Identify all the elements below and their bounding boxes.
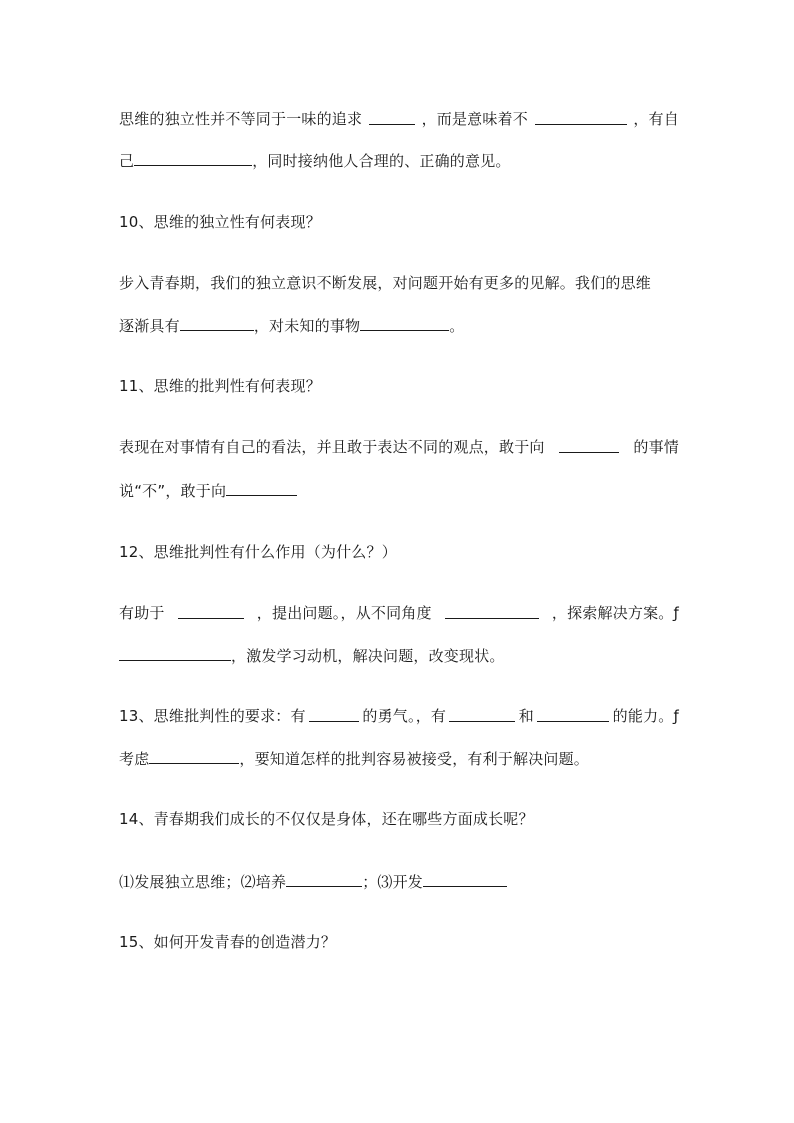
answer-blank[interactable] — [449, 706, 515, 722]
answer-blank[interactable] — [309, 706, 359, 722]
text-segment: ，探索解决方案。ƒ — [551, 604, 679, 622]
text-segment: ，激发学习动机，解决问题，改变现状。 — [231, 647, 505, 665]
answer-blank[interactable] — [537, 706, 609, 722]
question-11-title: 11、思维的批判性有何表现？ — [119, 377, 321, 395]
text-segment: ；⑶开发 — [362, 873, 424, 891]
text-segment: ，对未知的事物 — [253, 317, 361, 335]
answer-blank[interactable] — [445, 603, 539, 619]
text-segment: 的能力。ƒ — [612, 707, 679, 725]
text-segment: ，而是意味着不 — [421, 110, 528, 128]
question-14-title: 14、青春期我们成长的不仅仅是身体，还在哪些方面成长呢？ — [119, 810, 534, 828]
answer-blank[interactable] — [178, 603, 244, 619]
text-segment: ，提出问题。，从不同角度 — [256, 604, 432, 622]
question-15-title: 15、如何开发青春的创造潜力？ — [119, 933, 337, 951]
q12-answer-line-1 — [119, 603, 679, 623]
answer-blank[interactable] — [369, 109, 415, 125]
text-segment: 表现在对事情有自己的看法，并且敢于表达不同的观点，敢于向 — [119, 438, 545, 456]
answer-blank[interactable] — [180, 315, 254, 331]
q12-answer-line-2 — [119, 645, 679, 666]
text-segment: ，要知道怎样的批判容易被接受，有利于解决问题。 — [239, 750, 590, 768]
q10-answer-line-1: 步入青春期，我们的独立意识不断发展，对问题开始有更多的见解。我们的思维 — [119, 274, 652, 292]
question-12-title: 12、思维批判性有什么作用（为什么？） — [119, 543, 397, 561]
text-segment: 13、思维批判性的要求：有 — [119, 707, 306, 725]
answer-blank[interactable] — [226, 480, 297, 496]
answer-blank[interactable] — [286, 871, 362, 887]
independence-line-2 — [119, 150, 679, 171]
answer-blank[interactable] — [134, 150, 252, 166]
text-segment: 。 — [449, 317, 465, 335]
text-segment: 逐渐具有 — [119, 317, 180, 335]
q10-answer-line-2 — [119, 315, 679, 336]
question-10-title: 10、思维的独立性有何表现？ — [119, 213, 321, 231]
text-segment: ，有自 — [633, 110, 679, 128]
text-segment: 考虑 — [119, 750, 150, 768]
answer-blank[interactable] — [535, 109, 627, 125]
q11-answer-line-1 — [119, 437, 679, 457]
answer-blank[interactable] — [149, 748, 239, 764]
answer-blank[interactable] — [119, 645, 231, 661]
text-segment: ⑴发展独立思维；⑵培养 — [119, 873, 287, 891]
answer-blank[interactable] — [559, 437, 619, 453]
text-segment: 己 — [119, 152, 135, 170]
text-segment: 有助于 — [119, 604, 165, 622]
text-segment: 和 — [518, 707, 534, 725]
q13-line-1 — [119, 706, 679, 726]
answer-blank[interactable] — [423, 871, 507, 887]
text-segment: 的勇气。，有 — [362, 707, 447, 725]
q14-answer-line — [119, 871, 679, 892]
text-segment: ，同时接纳他人合理的、正确的意见。 — [252, 152, 511, 170]
answer-blank[interactable] — [360, 315, 449, 331]
q11-answer-line-2 — [119, 480, 679, 501]
q13-line-2 — [119, 748, 679, 769]
text-segment: 思维的独立性并不等同于一味的追求 — [119, 110, 363, 128]
text-segment: 说“不”，敢于向 — [119, 482, 227, 500]
independence-line-1 — [119, 109, 679, 129]
text-segment: 的事情 — [633, 438, 679, 456]
